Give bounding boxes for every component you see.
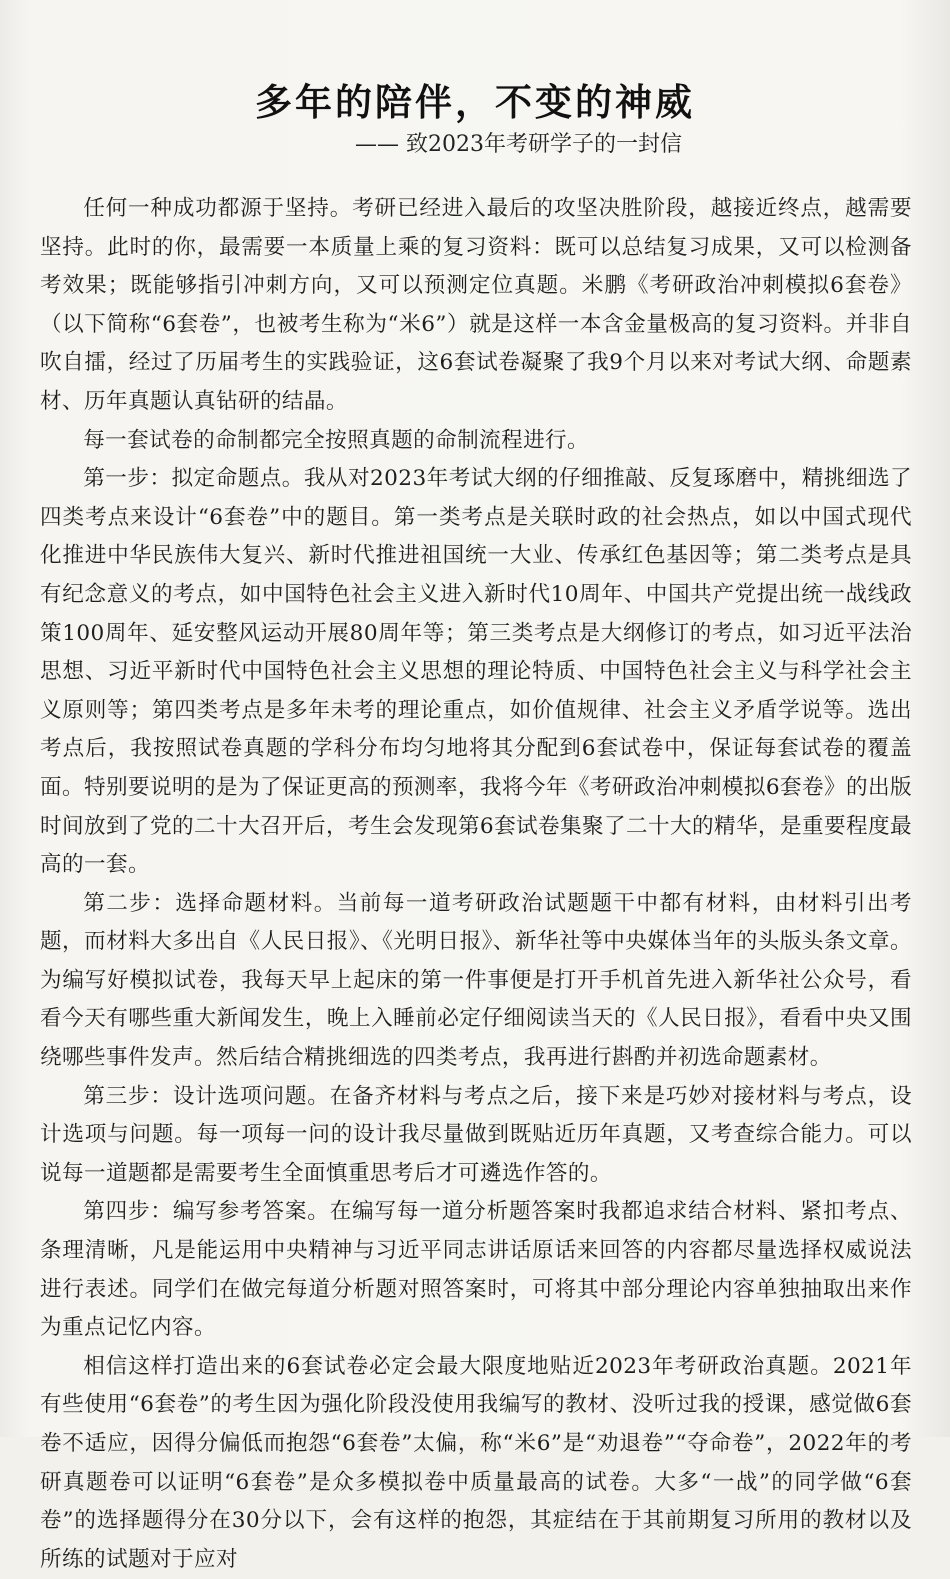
paragraph-intro: 任何一种成功都源于坚持。考研已经进入最后的攻坚决胜阶段，越接近终点，越需要坚持。此时的你，最需要一本质量上乘的复习资料：既可以总结复习成果，又可以检测备考效果；既能够指引冲刺方向，又可以预测定位真题。米鹏《考研政治冲刺模拟6套卷》（以下简称“6套卷”，也被考生称为“米6”）就是这样一本含金量极高的复习资料。并非自吹自擂，经过了历届考生的实践验证，这6套试卷凝聚了我9个月以来对考试大纲、命题素材、历年真题认真钻研的结晶。 <box>40 196 912 414</box>
paragraph-conclusion: 相信这样打造出来的6套试卷必定会最大限度地贴近2023年考研政治真题。2021年有些使用“6套卷”的考生因为强化阶段没使用我编写的教材、没听过我的授课，感觉做6套卷不适应，因得分偏低而抱怨“6套卷”太偏，称“米6”是“劝退卷”“夺命卷”，2022年的考研真题卷可以证明“6套卷”是众多模拟卷中质量最高的试卷。大多“一战”的同学做“6套卷”的选择题得分在30分以下，会有这样的抱怨，其症结在于其前期复习所用的教材以及所练的试题对于应对 <box>40 1353 912 1572</box>
paragraph-step-two: 第二步：选择命题材料。当前每一道考研政治试题题干中都有材料，由材料引出考题，而材料大多出自《人民日报》、《光明日报》、新华社等中央媒体当年的头版头条文章。为编写好模拟试卷，我每天早上起床的第一件事便是打开手机首先进入新华社公众号，看看今天有哪些重大新闻发生，晚上入睡前必定仔细阅读当天的《人民日报》，看看中央又围绕哪些事件发声。然后结合精挑细选的四类考点，我再进行斟酌并初选命题素材。 <box>40 890 912 1071</box>
page-subtitle: —— 致2023年考研学子的一封信 <box>355 132 682 157</box>
page-title: 多年的陪伴，不变的神威 <box>255 81 695 124</box>
letter-body <box>40 190 912 1572</box>
paragraph-step-four: 第四步：编写参考答案。在编写每一道分析题答案时我都追求结合材料、紧扣考点、条理清晰，凡是能运用中央精神与习近平同志讲话原话来回答的内容都尽量选择权威说法进行表述。同学们在做完每道分析题对照答案时，可将其中部分理论内容单独抽取出来作为重点记忆内容。 <box>40 1199 912 1341</box>
paragraph-step-three: 第三步：设计选项问题。在备齐材料与考点之后，接下来是巧妙对接材料与考点，设计选项与问题。每一项每一问的设计我尽量做到既贴近历年真题，又考查综合能力。可以说每一道题都是需要考生全面慎重思考后才可遴选作答的。 <box>40 1083 912 1186</box>
paragraph-step-one: 第一步：拟定命题点。我从对2023年考试大纲的仔细推敲、反复琢磨中，精挑细选了四类考点来设计“6套卷”中的题目。第一类考点是关联时政的社会热点，如以中国式现代化推进中华民族伟大复兴、新时代推进祖国统一大业、传承红色基因等；第二类考点是具有纪念意义的考点，如中国特色社会主义进入新时代10周年、中国共产党提出统一战线政策100周年、延安整风运动开展80周年等；第三类考点是大纲修订的考点，如习近平法治思想、习近平新时代中国特色社会主义思想的理论特质、中国特色社会主义与科学社会主义原则等；第四类考点是多年未考的理论重点，如价值规律、社会主义矛盾学说等。选出考点后，我按照试卷真题的学科分布均匀地将其分配到6套试卷中，保证每套试卷的覆盖面。特别要说明的是为了保证更高的预测率，我将今年《考研政治冲刺模拟6套卷》的出版时间放到了党的二十大召开后，考生会发现第6套试卷集聚了二十大的精华，是重要程度最高的一套。 <box>40 466 912 878</box>
paragraph-process-overview: 每一套试卷的命制都完全按照真题的命制流程进行。 <box>83 427 590 453</box>
